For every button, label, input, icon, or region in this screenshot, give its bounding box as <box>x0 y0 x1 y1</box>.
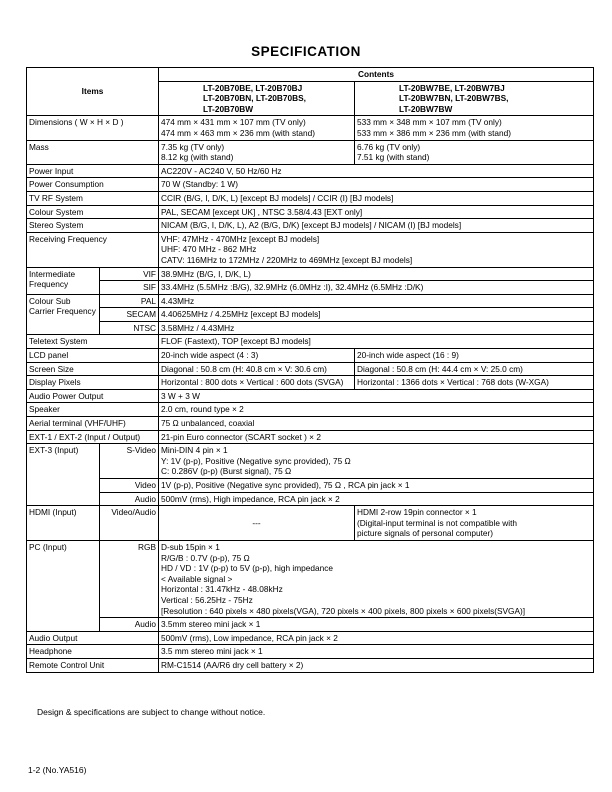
row-value: CCIR (B/G, I, D/K, L) [except BJ models] / CCIR (I) [BJ models] <box>159 191 594 205</box>
row-label: Remote Control Unit <box>27 658 159 672</box>
page-footer: 1-2 (No.YA516) <box>28 765 87 775</box>
table-row <box>27 618 594 632</box>
table-row <box>27 294 594 308</box>
row-value: Mini-DIN 4 pin × 1 Y: 1V (p-p), Positive (Negative sync provided), 75 Ω C: 0.286V (p-p) (Burst signal), 75 Ω <box>159 444 594 479</box>
table-row <box>27 444 594 479</box>
sub-label: S-Video <box>100 444 159 479</box>
row-value: 4.40625MHz / 4.25MHz [except BJ models] <box>159 308 594 322</box>
sub-label: SECAM <box>100 308 159 322</box>
models-b-header: LT-20BW7BE, LT-20BW7BJ LT-20BW7BN, LT-20BW7BS, LT-20BW7BW <box>355 81 594 116</box>
row-label: Colour Sub Carrier Frequency <box>27 294 100 335</box>
table-row <box>27 645 594 659</box>
row-label: Aerial terminal (VHF/UHF) <box>27 417 159 431</box>
row-value: 21-pin Euro connector (SCART socket ) × 2 <box>159 430 594 444</box>
row-label: Intermediate Frequency <box>27 267 100 294</box>
sub-label: VIF <box>100 267 159 281</box>
table-row <box>27 349 594 363</box>
table-row <box>27 191 594 205</box>
row-value: 500mV (rms), High impedance, RCA pin jack × 2 <box>159 492 594 506</box>
sub-label: RGB <box>100 540 159 617</box>
table-row <box>27 362 594 376</box>
row-label: Audio Power Output <box>27 389 159 403</box>
table-row <box>27 335 594 349</box>
row-value: FLOF (Fastext), TOP [except BJ models] <box>159 335 594 349</box>
table-row <box>27 178 594 192</box>
table-row <box>27 492 594 506</box>
row-value: 33.4MHz (5.5MHz :B/G), 32.9MHz (6.0MHz :I), 32.4MHz (6.5MHz :D/K) <box>159 281 594 295</box>
row-label: Headphone <box>27 645 159 659</box>
table-row <box>27 417 594 431</box>
table-row <box>27 219 594 233</box>
row-value: 38.9MHz (B/G, I, D/K, L) <box>159 267 594 281</box>
row-label: Mass <box>27 140 159 164</box>
table-row <box>27 308 594 322</box>
row-label: Dimensions ( W × H × D ) <box>27 116 159 140</box>
sub-label: Audio <box>100 618 159 632</box>
row-value: 4.43MHz <box>159 294 594 308</box>
row-value: PAL, SECAM [except UK] , NTSC 3.58/4.43 [EXT only] <box>159 205 594 219</box>
row-label: LCD panel <box>27 349 159 363</box>
row-label: PC (Input) <box>27 540 100 631</box>
row-label: HDMI (Input) <box>27 506 100 541</box>
table-row <box>27 376 594 390</box>
sub-label: Video/Audio <box>100 506 159 541</box>
row-label: Colour System <box>27 205 159 219</box>
items-header: Items <box>27 68 159 116</box>
row-value: AC220V - AC240 V, 50 Hz/60 Hz <box>159 164 594 178</box>
row-value: 20-inch wide aspect (16 : 9) <box>355 349 594 363</box>
disclaimer-note: Design & specifications are subject to change without notice. <box>37 707 266 717</box>
row-value: 3 W + 3 W <box>159 389 594 403</box>
row-value: 3.5mm stereo mini jack × 1 <box>159 618 594 632</box>
row-value: Diagonal : 50.8 cm (H: 40.8 cm × V: 30.6 cm) <box>159 362 355 376</box>
table-row <box>27 164 594 178</box>
table-row <box>27 658 594 672</box>
sub-label: SIF <box>100 281 159 295</box>
row-value: Diagonal : 50.8 cm (H: 44.4 cm × V: 25.0 cm) <box>355 362 594 376</box>
row-label: EXT-3 (Input) <box>27 444 100 506</box>
row-label: Speaker <box>27 403 159 417</box>
row-value: 20-inch wide aspect (4 : 3) <box>159 349 355 363</box>
table-row <box>27 631 594 645</box>
page-title: SPECIFICATION <box>251 44 361 59</box>
row-value: 474 mm × 431 mm × 107 mm (TV only) 474 mm × 463 mm × 236 mm (with stand) <box>159 116 355 140</box>
row-value: HDMI 2-row 19pin connector × 1 (Digital-input terminal is not compatible with picture signals of personal computer) <box>355 506 594 541</box>
row-label: Screen Size <box>27 362 159 376</box>
table-row <box>27 321 594 335</box>
row-label: Stereo System <box>27 219 159 233</box>
models-a-header: LT-20B70BE, LT-20B70BJ LT-20B70BN, LT-20B70BS, LT-20B70BW <box>159 81 355 116</box>
table-row <box>27 430 594 444</box>
table-row <box>27 116 594 140</box>
header-row <box>27 68 594 82</box>
row-label: EXT-1 / EXT-2 (Input / Output) <box>27 430 159 444</box>
table-row <box>27 281 594 295</box>
row-value: 3.58MHz / 4.43MHz <box>159 321 594 335</box>
table-row <box>27 540 594 617</box>
row-label: Receiving Frequency <box>27 232 159 267</box>
row-value: 1V (p-p), Positive (Negative sync provided), 75 Ω , RCA pin jack × 1 <box>159 479 594 493</box>
row-value: Horizontal : 1366 dots × Vertical : 768 dots (W-XGA) <box>355 376 594 390</box>
row-label: Power Consumption <box>27 178 159 192</box>
row-label: Teletext System <box>27 335 159 349</box>
table-row <box>27 389 594 403</box>
table-row <box>27 403 594 417</box>
sub-label: Audio <box>100 492 159 506</box>
table-row <box>27 479 594 493</box>
row-value: 75 Ω unbalanced, coaxial <box>159 417 594 431</box>
row-label: Audio Output <box>27 631 159 645</box>
sub-label: NTSC <box>100 321 159 335</box>
row-value: 7.35 kg (TV only) 8.12 kg (with stand) <box>159 140 355 164</box>
contents-header: Contents <box>159 68 594 82</box>
row-value: Horizontal : 800 dots × Vertical : 600 dots (SVGA) <box>159 376 355 390</box>
table-row <box>27 267 594 281</box>
row-value: 3.5 mm stereo mini jack × 1 <box>159 645 594 659</box>
sub-label: Video <box>100 479 159 493</box>
row-value: 533 mm × 348 mm × 107 mm (TV only) 533 mm × 386 mm × 236 mm (with stand) <box>355 116 594 140</box>
sub-label: PAL <box>100 294 159 308</box>
row-value: 6.76 kg (TV only) 7.51 kg (with stand) <box>355 140 594 164</box>
specification-table <box>26 67 594 673</box>
row-label: Display Pixels <box>27 376 159 390</box>
row-value: D-sub 15pin × 1 R/G/B : 0.7V (p-p), 75 Ω HD / VD : 1V (p-p) to 5V (p-p), high impedance < Available signal > Horizontal : 31.47kHz - 48.08kHz Vertical : 56.25Hz - 75Hz [Resolution : 640 pixels × 480 pixels(VGA), 720 pixels × 400 pixels, 800 pixels × 600 pixels(SVGA)] <box>159 540 594 617</box>
row-label: Power Input <box>27 164 159 178</box>
row-value: 500mV (rms), Low impedance, RCA pin jack × 2 <box>159 631 594 645</box>
table-row <box>27 140 594 164</box>
row-value: --- <box>159 506 355 541</box>
row-value: VHF: 47MHz - 470MHz [except BJ models] UHF: 470 MHz - 862 MHz CATV: 116MHz to 172MHz / 220MHz to 469MHz [except BJ models] <box>159 232 594 267</box>
row-value: NICAM (B/G, I, D/K, L), A2 (B/G, D/K) [except BJ models] / NICAM (I) [BJ models] <box>159 219 594 233</box>
table-row <box>27 205 594 219</box>
row-value: 2.0 cm, round type × 2 <box>159 403 594 417</box>
row-label: TV RF System <box>27 191 159 205</box>
row-value: 70 W (Standby: 1 W) <box>159 178 594 192</box>
table-row <box>27 232 594 267</box>
row-value: RM-C1514 (AA/R6 dry cell battery × 2) <box>159 658 594 672</box>
table-row <box>27 506 594 541</box>
